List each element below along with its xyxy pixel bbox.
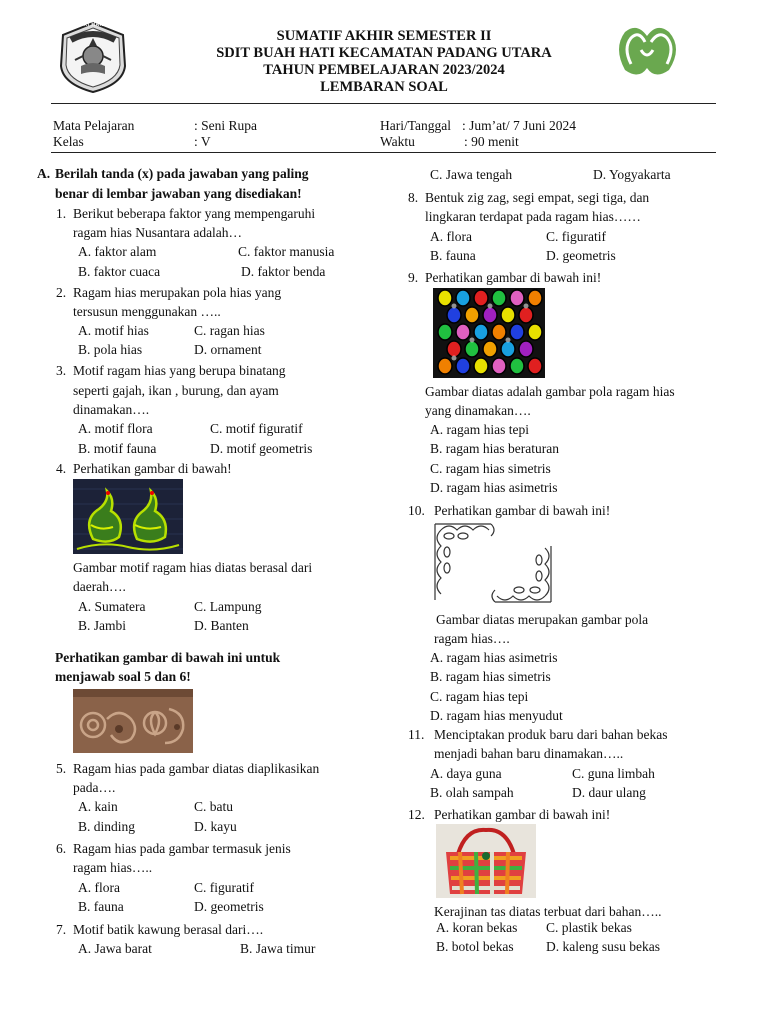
subject-label: Mata Pelajaran: [53, 118, 135, 133]
q12-text-1: Perhatikan gambar di bawah ini!: [434, 807, 611, 822]
q8-option-b[interactable]: B. fauna: [430, 248, 476, 263]
q10-text-2: Gambar diatas merupakan gambar pola: [436, 612, 649, 627]
q6-number: 6.: [56, 841, 67, 856]
q7-option-c[interactable]: C. Jawa tengah: [430, 167, 513, 182]
q10-option-d[interactable]: D. ragam hias menyudut: [430, 708, 563, 723]
wood-carving-image: [73, 689, 193, 753]
q11-option-c[interactable]: C. guna limbah: [572, 766, 655, 781]
colorful-pattern-image: [433, 288, 545, 378]
q8-option-d[interactable]: D. geometris: [546, 248, 616, 263]
note-5-6-line-2: menjawab soal 5 dan 6!: [55, 669, 191, 684]
q5-option-a[interactable]: A. kain: [78, 799, 118, 814]
class-label: Kelas: [53, 134, 84, 149]
woven-bag-image: [436, 824, 536, 898]
q3-text-3: dinamakan….: [73, 402, 150, 417]
q11-option-a[interactable]: A. daya guna: [430, 766, 502, 781]
day-label: Hari/Tanggal: [380, 118, 452, 133]
q5-option-d[interactable]: D. kayu: [194, 819, 237, 834]
q3-number: 3.: [56, 363, 67, 378]
q7-option-d[interactable]: D. Yogyakarta: [593, 167, 671, 182]
q2-text-2: tersusun menggunakan …..: [73, 304, 221, 319]
q5-text-2: pada….: [73, 780, 116, 795]
header-title-2: SDIT BUAH HATI KECAMATAN PADANG UTARA: [216, 45, 552, 61]
q12-option-b[interactable]: B. botol bekas: [436, 939, 514, 954]
q12-text-2: Kerajinan tas diatas terbuat dari bahan…..: [434, 904, 662, 919]
q4-option-c[interactable]: C. Lampung: [194, 599, 262, 614]
subject-value: : Seni Rupa: [194, 118, 257, 133]
q1-option-b[interactable]: B. faktor cuaca: [78, 264, 161, 279]
q7-text-1: Motif batik kawung berasal dari….: [73, 922, 264, 937]
q9-option-c[interactable]: C. ragam hias simetris: [430, 461, 551, 476]
q11-option-d[interactable]: D. daur ulang: [572, 785, 646, 800]
q12-option-d[interactable]: D. kaleng susu bekas: [546, 939, 660, 954]
q9-number: 9.: [408, 270, 419, 285]
q3-option-c[interactable]: C. motif figuratif: [210, 421, 303, 436]
time-label: Waktu: [380, 134, 415, 149]
q2-option-c[interactable]: C. ragan hias: [194, 323, 265, 338]
q4-option-b[interactable]: B. Jambi: [78, 618, 127, 633]
q1-number: 1.: [56, 206, 67, 221]
fauna-motif-image: [73, 479, 183, 554]
q11-option-b[interactable]: B. olah sampah: [430, 785, 514, 800]
q2-text-1: Ragam hias merupakan pola hias yang: [73, 285, 282, 300]
class-value: : V: [194, 134, 211, 149]
header-rule: [51, 103, 716, 104]
q7-number: 7.: [56, 922, 67, 937]
section-letter: A.: [37, 166, 51, 181]
q10-text-3: ragam hias….: [434, 631, 510, 646]
q9-option-b[interactable]: B. ragam hias beraturan: [430, 441, 559, 456]
q6-option-a[interactable]: A. flora: [78, 880, 120, 895]
q1-text-2: ragam hias Nusantara adalah…: [73, 225, 243, 240]
note-5-6-line-1: Perhatikan gambar di bawah ini untuk: [55, 650, 281, 665]
q4-text-3: daerah….: [73, 579, 126, 594]
q4-number: 4.: [56, 461, 67, 476]
time-value: : 90 menit: [464, 134, 519, 149]
q9-text-3: yang dinamakan….: [425, 403, 531, 418]
q8-text-1: Bentuk zig zag, segi empat, segi tiga, dan: [425, 190, 650, 205]
q3-option-d[interactable]: D. motif geometris: [210, 441, 313, 456]
section-instruction-1: Berilah tanda (x) pada jawaban yang paling: [55, 166, 309, 181]
q5-number: 5.: [56, 761, 67, 776]
day-value: : Jum’at/ 7 Juni 2024: [462, 118, 576, 133]
q1-option-a[interactable]: A. faktor alam: [78, 244, 157, 259]
q5-option-c[interactable]: C. batu: [194, 799, 233, 814]
q4-text-2: Gambar motif ragam hias diatas berasal dari: [73, 560, 313, 575]
q6-option-b[interactable]: B. fauna: [78, 899, 124, 914]
header-title-3: TAHUN PEMBELAJARAN 2023/2024: [263, 62, 505, 78]
q1-option-c[interactable]: C. faktor manusia: [238, 244, 335, 259]
q9-text-1: Perhatikan gambar di bawah ini!: [425, 270, 602, 285]
q11-text-2: menjadi bahan baru dinamakan…..: [434, 746, 624, 761]
seal-text: TUT WURI HANDAYANI: [61, 22, 125, 28]
corner-ornament-image: [431, 520, 555, 606]
q3-option-a[interactable]: A. motif flora: [78, 421, 153, 436]
q2-option-d[interactable]: D. ornament: [194, 342, 262, 357]
q7-option-a[interactable]: A. Jawa barat: [78, 941, 152, 956]
q8-text-2: lingkaran terdapat pada ragam hias……: [425, 209, 641, 224]
q6-text-1: Ragam hias pada gambar termasuk jenis: [73, 841, 291, 856]
q10-number: 10.: [408, 503, 425, 518]
q3-text-1: Motif ragam hias yang berupa binatang: [73, 363, 286, 378]
q1-option-d[interactable]: D. faktor benda: [241, 264, 326, 279]
q12-option-c[interactable]: C. plastik bekas: [546, 920, 632, 935]
q5-text-1: Ragam hias pada gambar diatas diaplikasikan: [73, 761, 320, 776]
q9-option-a[interactable]: A. ragam hias tepi: [430, 422, 529, 437]
q8-option-a[interactable]: A. flora: [430, 229, 472, 244]
q2-option-a[interactable]: A. motif hias: [78, 323, 149, 338]
section-instruction-2: benar di lembar jawaban yang disediakan!: [55, 186, 302, 201]
q11-text-1: Menciptakan produk baru dari bahan bekas: [434, 727, 668, 742]
q2-option-b[interactable]: B. pola hias: [78, 342, 143, 357]
q5-option-b[interactable]: B. dinding: [78, 819, 136, 834]
header-title-1: SUMATIF AKHIR SEMESTER II: [276, 28, 492, 44]
q8-option-c[interactable]: C. figuratif: [546, 229, 606, 244]
q6-text-2: ragam hias…..: [73, 860, 153, 875]
q10-option-b[interactable]: B. ragam hias simetris: [430, 669, 551, 684]
q8-number: 8.: [408, 190, 419, 205]
q2-number: 2.: [56, 285, 67, 300]
q9-text-2: Gambar diatas adalah gambar pola ragam hias: [425, 384, 675, 399]
q9-option-d[interactable]: D. ragam hias asimetris: [430, 480, 558, 495]
q3-text-2: seperti gajah, ikan , burung, dan ayam: [73, 383, 279, 398]
header-title-4: LEMBARAN SOAL: [320, 79, 448, 95]
q3-option-b[interactable]: B. motif fauna: [78, 441, 157, 456]
q7-option-b[interactable]: B. Jawa timur: [240, 941, 316, 956]
q12-option-a[interactable]: A. koran bekas: [436, 920, 518, 935]
q6-option-c[interactable]: C. figuratif: [194, 880, 254, 895]
q10-option-a[interactable]: A. ragam hias asimetris: [430, 650, 558, 665]
q1-text-1: Berikut beberapa faktor yang mempengaruhi: [73, 206, 316, 221]
q4-option-d[interactable]: D. Banten: [194, 618, 249, 633]
q4-option-a[interactable]: A. Sumatera: [78, 599, 146, 614]
info-rule: [51, 152, 716, 153]
q10-text-1: Perhatikan gambar di bawah ini!: [434, 503, 611, 518]
q4-text-1: Perhatikan gambar di bawah!: [73, 461, 232, 476]
q10-option-c[interactable]: C. ragam hias tepi: [430, 689, 529, 704]
q11-number: 11.: [408, 727, 425, 742]
q6-option-d[interactable]: D. geometris: [194, 899, 264, 914]
q12-number: 12.: [408, 807, 425, 822]
